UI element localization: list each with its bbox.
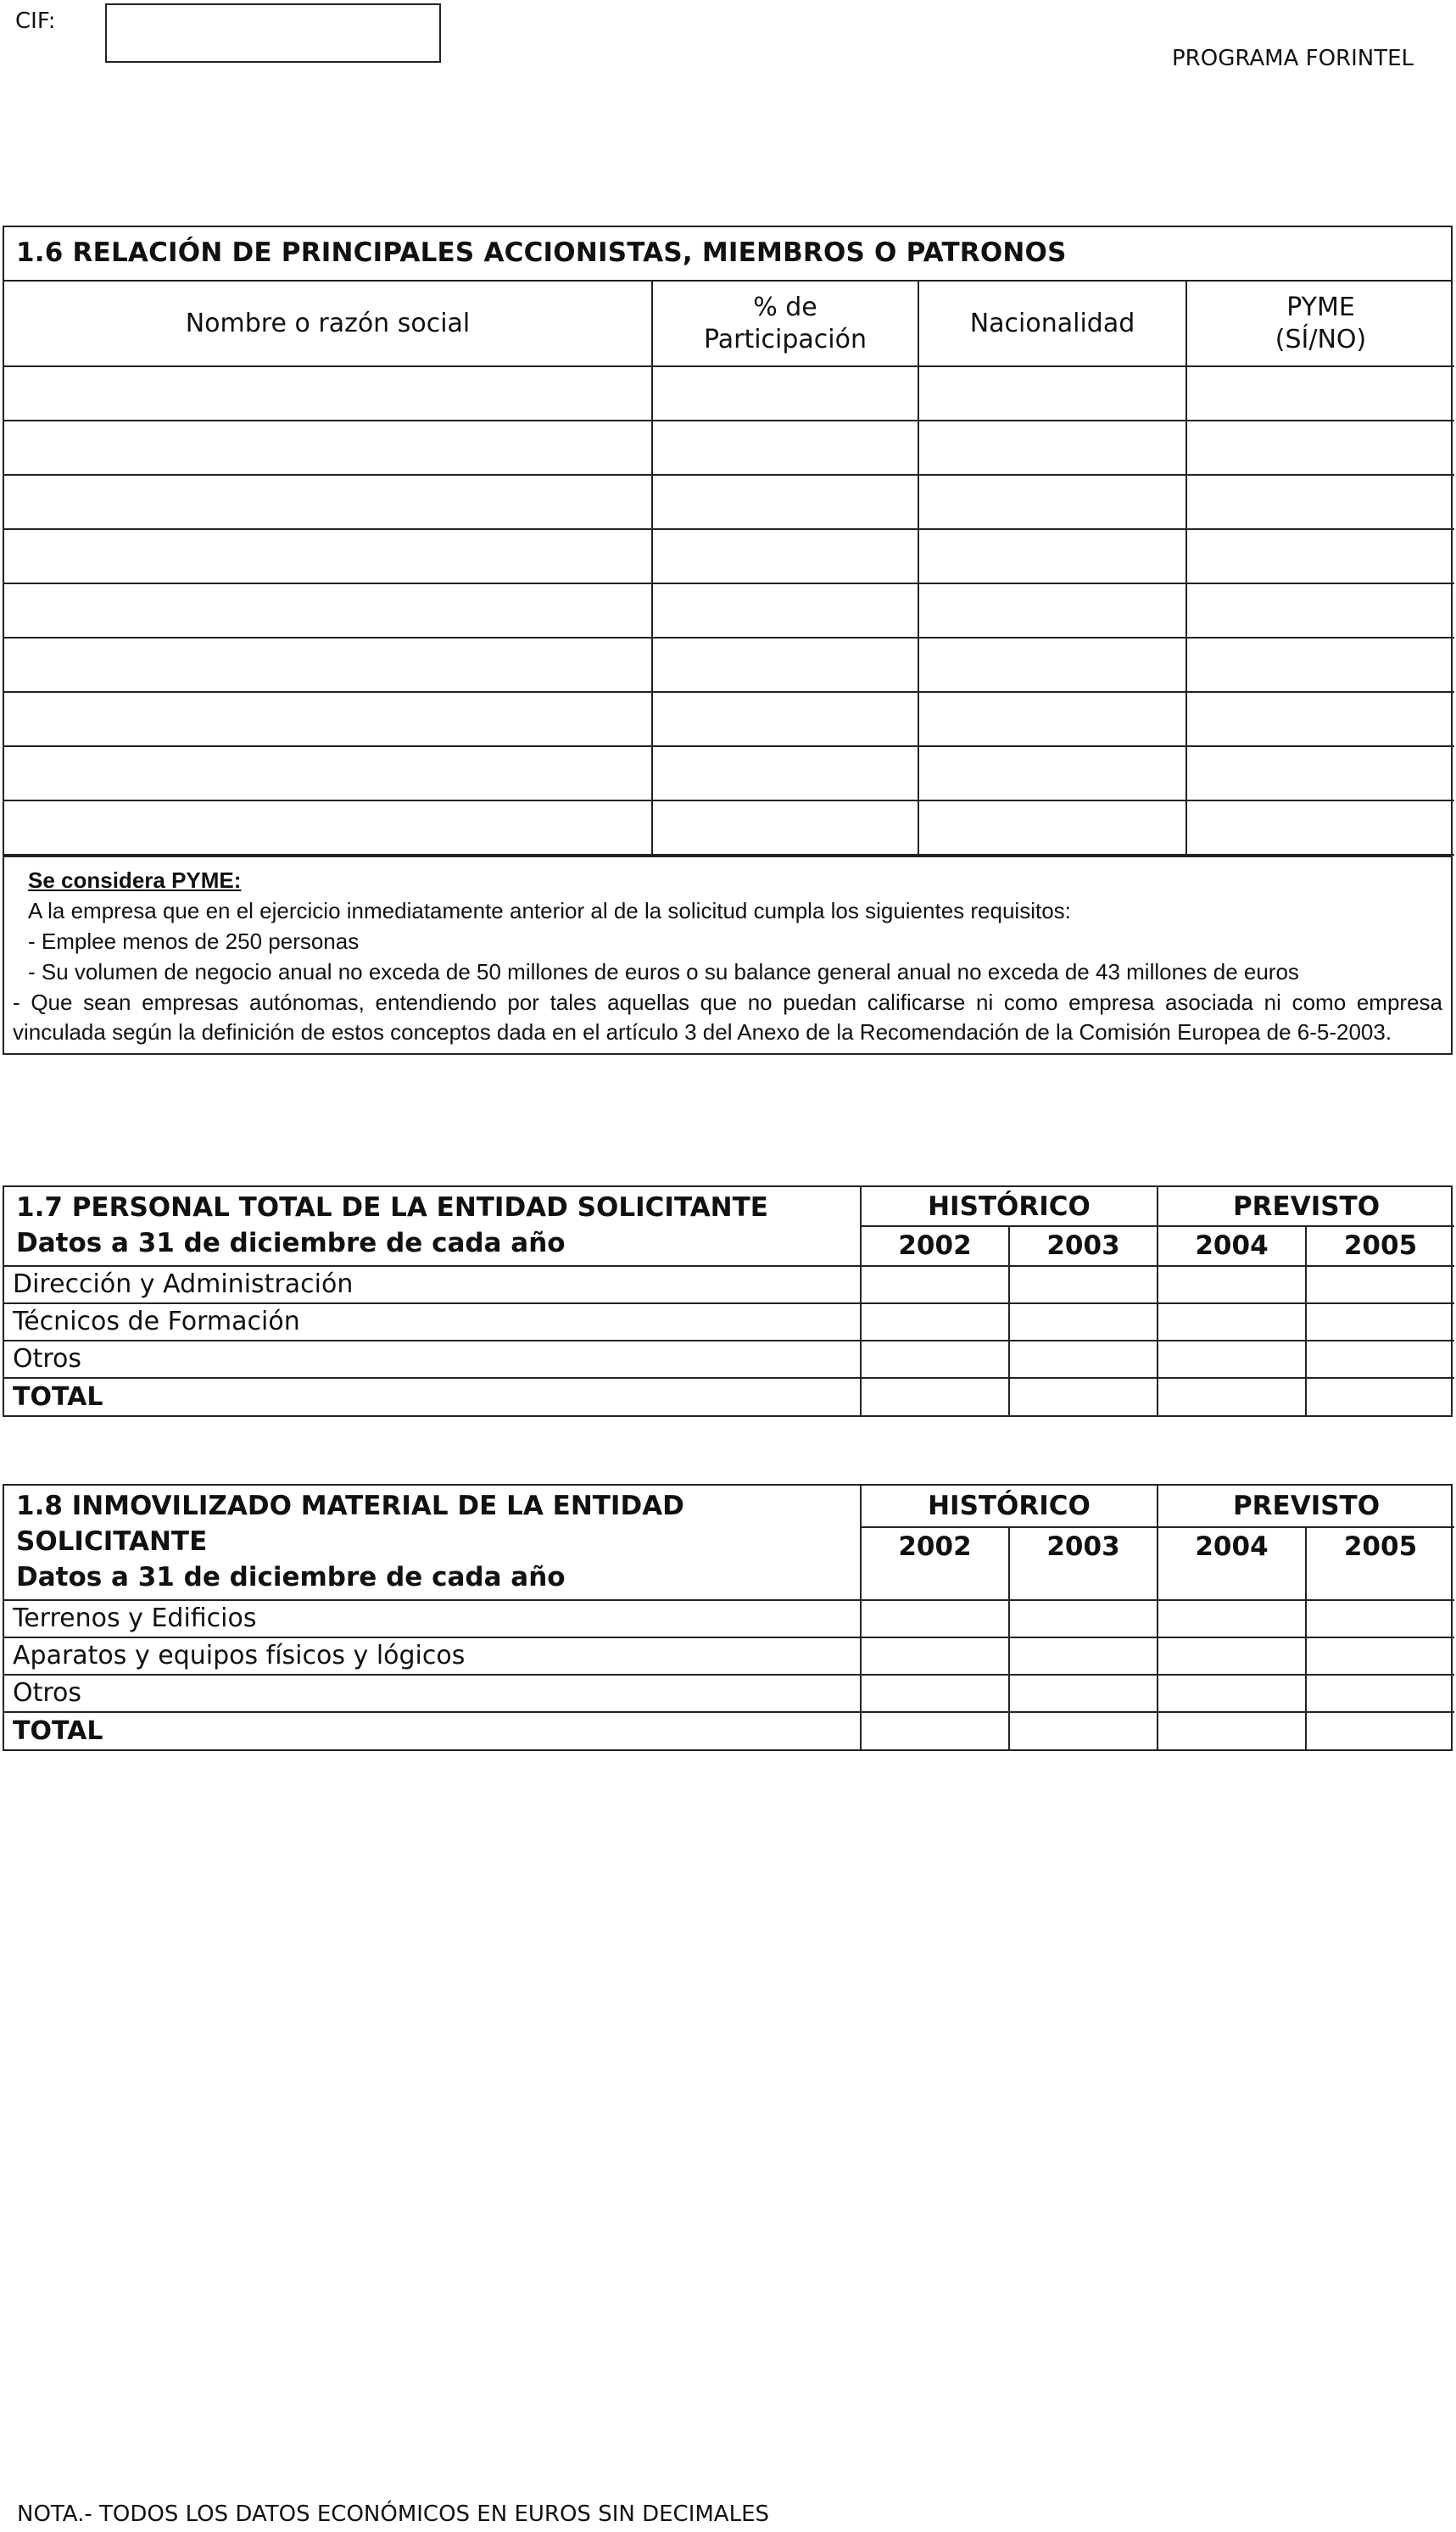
shareholder-row	[4, 366, 1454, 421]
assets-row	[4, 1600, 1454, 1637]
pyme-requirement-turnover: - Su volumen de negocio anual no exceda de 50 millones de euros o su balance general anual no exceda de 43 millones de euros	[28, 958, 1299, 984]
shareholders-header-row	[4, 282, 1454, 366]
year-header: 2002	[861, 1527, 1009, 1600]
personnel-row	[4, 1303, 1454, 1341]
personnel-subtitle: Datos a 31 de diciembre de cada año	[16, 1227, 566, 1258]
nacionalidad-cell[interactable]	[918, 366, 1186, 421]
value-cell[interactable]	[1009, 1303, 1158, 1341]
year-header: 2005	[1306, 1226, 1454, 1265]
value-cell[interactable]	[1306, 1712, 1454, 1749]
cif-label: CIF:	[15, 8, 56, 34]
value-cell[interactable]	[861, 1378, 1009, 1415]
value-cell[interactable]	[1009, 1637, 1158, 1675]
row-label: Terrenos y Edificios	[4, 1600, 861, 1637]
year-header: 2004	[1158, 1527, 1306, 1600]
value-cell[interactable]	[861, 1600, 1009, 1637]
value-cell[interactable]	[1009, 1600, 1158, 1637]
pyme-cell[interactable]	[1186, 421, 1454, 475]
col-header-nombre: Nombre o razón social	[4, 282, 652, 366]
value-cell[interactable]	[1009, 1675, 1158, 1712]
total-label: TOTAL	[4, 1712, 861, 1749]
value-cell[interactable]	[1158, 1266, 1306, 1303]
value-cell[interactable]	[861, 1303, 1009, 1341]
nombre-cell[interactable]	[4, 692, 652, 746]
participacion-cell[interactable]	[652, 746, 918, 800]
pyme-cell[interactable]	[1186, 692, 1454, 746]
col-header-participacion: % de Participación	[652, 282, 918, 366]
value-cell[interactable]	[1158, 1378, 1306, 1415]
value-cell[interactable]	[1158, 1637, 1306, 1675]
personnel-table	[4, 1187, 1454, 1415]
value-cell[interactable]	[1158, 1303, 1306, 1341]
nombre-cell[interactable]	[4, 421, 652, 475]
pyme-definition-note	[4, 856, 1451, 1053]
nacionalidad-cell[interactable]	[918, 529, 1186, 583]
participacion-cell[interactable]	[652, 692, 918, 746]
assets-header-row	[4, 1486, 1454, 1527]
historico-header: HISTÓRICO	[861, 1486, 1158, 1527]
personnel-title	[4, 1187, 861, 1266]
nacionalidad-cell[interactable]	[918, 475, 1186, 529]
value-cell[interactable]	[1306, 1600, 1454, 1637]
year-header: 2005	[1306, 1527, 1454, 1600]
cif-input[interactable]	[105, 3, 441, 63]
historico-header: HISTÓRICO	[861, 1187, 1158, 1226]
row-label: Otros	[4, 1675, 861, 1712]
value-cell[interactable]	[861, 1675, 1009, 1712]
shareholder-row	[4, 529, 1454, 583]
row-label: Aparatos y equipos físicos y lógicos	[4, 1637, 861, 1675]
value-cell[interactable]	[1009, 1712, 1158, 1749]
value-cell[interactable]	[861, 1712, 1009, 1749]
col-header-pyme: PYME (SÍ/NO)	[1186, 282, 1454, 366]
value-cell[interactable]	[1306, 1303, 1454, 1341]
value-cell[interactable]	[1306, 1637, 1454, 1675]
nacionalidad-cell[interactable]	[918, 800, 1186, 855]
value-cell[interactable]	[861, 1637, 1009, 1675]
nombre-cell[interactable]	[4, 800, 652, 855]
nombre-cell[interactable]	[4, 475, 652, 529]
nacionalidad-cell[interactable]	[918, 746, 1186, 800]
shareholder-row	[4, 746, 1454, 800]
fixed-assets-table	[4, 1486, 1454, 1749]
personnel-total-row	[4, 1378, 1454, 1415]
participacion-cell[interactable]	[652, 366, 918, 421]
assets-title	[4, 1486, 861, 1600]
personnel-row	[4, 1341, 1454, 1378]
participacion-cell[interactable]	[652, 638, 918, 692]
nacionalidad-cell[interactable]	[918, 421, 1186, 475]
pyme-cell[interactable]	[1186, 475, 1454, 529]
value-cell[interactable]	[1158, 1675, 1306, 1712]
col-header-nacionalidad: Nacionalidad	[918, 282, 1186, 366]
value-cell[interactable]	[1306, 1266, 1454, 1303]
pyme-cell[interactable]	[1186, 529, 1454, 583]
shareholder-row	[4, 692, 1454, 746]
pyme-cell[interactable]	[1186, 638, 1454, 692]
nombre-cell[interactable]	[4, 746, 652, 800]
section-shareholders	[3, 226, 1453, 1055]
value-cell[interactable]	[1158, 1600, 1306, 1637]
pyme-cell[interactable]	[1186, 746, 1454, 800]
shareholder-row	[4, 421, 1454, 475]
pyme-requirement-autonomous: - Que sean empresas autónomas, entendiendo por tales aquellas que no puedan calificarse ni como empresa asociada ni como empresa vinculada según la definición de estos conceptos dada en el artículo 3 del Anexo de la Recomendación de la Comisión Europea de 6-5-2003.	[13, 989, 1442, 1046]
shareholder-row	[4, 583, 1454, 638]
value-cell[interactable]	[1306, 1675, 1454, 1712]
participacion-cell[interactable]	[652, 800, 918, 855]
participacion-cell[interactable]	[652, 421, 918, 475]
personnel-row	[4, 1266, 1454, 1303]
program-name: PROGRAMA FORINTEL	[1172, 46, 1414, 71]
pyme-cell[interactable]	[1186, 366, 1454, 421]
previsto-header: PREVISTO	[1158, 1486, 1454, 1527]
assets-row	[4, 1637, 1454, 1675]
assets-title-line: 1.8 INMOVILIZADO MATERIAL DE LA ENTIDAD	[16, 1491, 684, 1521]
shareholders-table	[4, 282, 1454, 856]
nacionalidad-cell[interactable]	[918, 692, 1186, 746]
personnel-title-line: 1.7 PERSONAL TOTAL DE LA ENTIDAD SOLICITANTE	[16, 1192, 768, 1223]
shareholder-row	[4, 800, 1454, 855]
value-cell[interactable]	[1158, 1341, 1306, 1378]
assets-title-line: SOLICITANTE	[16, 1525, 208, 1557]
pyme-requirement-employees: - Emplee menos de 250 personas	[28, 928, 360, 954]
nombre-cell[interactable]	[4, 366, 652, 421]
assets-subtitle: Datos a 31 de diciembre de cada año	[16, 1561, 566, 1592]
value-cell[interactable]	[1009, 1378, 1158, 1415]
value-cell[interactable]	[1306, 1378, 1454, 1415]
nombre-cell[interactable]	[4, 583, 652, 638]
year-header: 2004	[1158, 1226, 1306, 1265]
section-fixed-assets	[3, 1484, 1453, 1751]
year-header: 2003	[1009, 1527, 1158, 1600]
year-header: 2003	[1009, 1226, 1158, 1265]
section-personnel	[3, 1185, 1453, 1417]
footer-note: NOTA.- TODOS LOS DATOS ECONÓMICOS EN EUROS SIN DECIMALES	[17, 2501, 769, 2527]
assets-total-row	[4, 1712, 1454, 1749]
nombre-cell[interactable]	[4, 638, 652, 692]
participacion-cell[interactable]	[652, 475, 918, 529]
pyme-cell[interactable]	[1186, 583, 1454, 638]
pyme-note-heading: Se considera PYME:	[28, 867, 242, 893]
assets-row	[4, 1675, 1454, 1712]
value-cell[interactable]	[1009, 1341, 1158, 1378]
value-cell[interactable]	[861, 1341, 1009, 1378]
shareholder-row	[4, 638, 1454, 692]
value-cell[interactable]	[1306, 1341, 1454, 1378]
shareholder-row	[4, 475, 1454, 529]
year-header: 2002	[861, 1226, 1009, 1265]
shareholders-title: 1.6 RELACIÓN DE PRINCIPALES ACCIONISTAS, MIEMBROS O PATRONOS	[4, 227, 1451, 282]
nacionalidad-cell[interactable]	[918, 638, 1186, 692]
total-label: TOTAL	[4, 1378, 861, 1415]
value-cell[interactable]	[1009, 1266, 1158, 1303]
value-cell[interactable]	[1158, 1712, 1306, 1749]
participacion-cell[interactable]	[652, 583, 918, 638]
nacionalidad-cell[interactable]	[918, 583, 1186, 638]
participacion-cell[interactable]	[652, 529, 918, 583]
pyme-cell[interactable]	[1186, 800, 1454, 855]
row-label: Otros	[4, 1341, 861, 1378]
pyme-note-intro: A la empresa que en el ejercicio inmediatamente anterior al de la solicitud cumpla los siguientes requisitos:	[28, 897, 1071, 923]
previsto-header: PREVISTO	[1158, 1187, 1454, 1226]
row-label: Dirección y Administración	[4, 1266, 861, 1303]
personnel-header-row	[4, 1187, 1454, 1226]
nombre-cell[interactable]	[4, 529, 652, 583]
row-label: Técnicos de Formación	[4, 1303, 861, 1341]
value-cell[interactable]	[861, 1266, 1009, 1303]
